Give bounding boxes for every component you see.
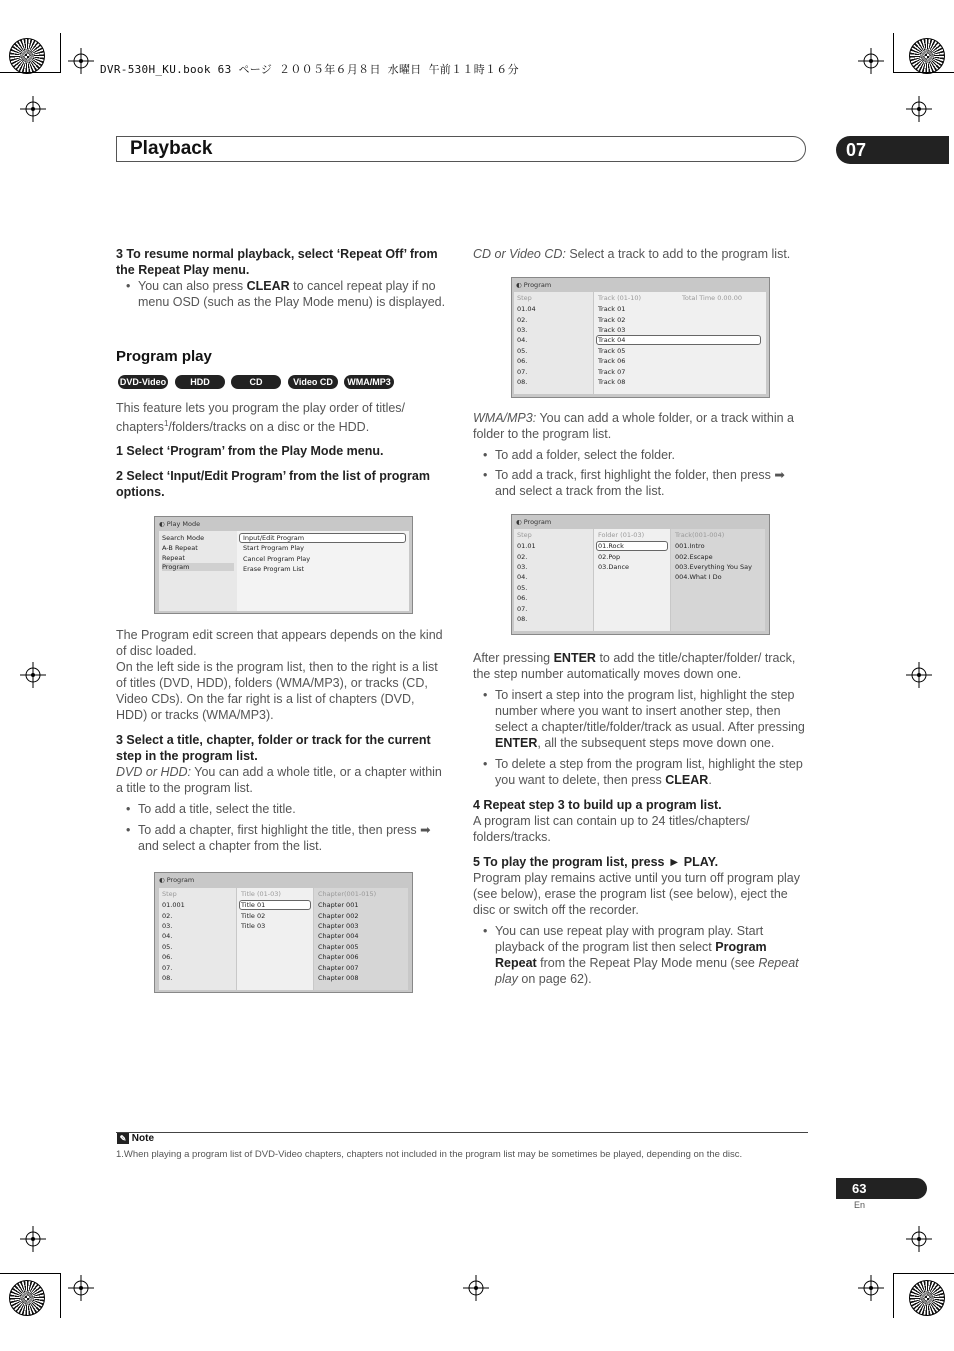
bullet-insert: • To insert a step into the program list, highlight the step number where you want to insert another step, then select a chapter/title/folder/track as usual. After pressing ENTER, all the subsequent steps move down one.: [473, 687, 809, 751]
menu-item[interactable]: Erase Program List: [243, 565, 305, 573]
step-row[interactable]: 02.: [162, 912, 173, 920]
playmode-right-pane: [237, 531, 409, 611]
step-2: 2 Select ‘Input/Edit Program’ from the list of program options.: [116, 469, 430, 500]
badge-video-cd: Video CD: [288, 375, 338, 389]
step-list-pane: [514, 529, 593, 631]
file-header: DVR-530H_KU.book 63 ページ ２００５年６月８日 水曜日 午前１１時１６分: [100, 63, 519, 76]
cd-program-title: ◐ Program: [516, 281, 552, 289]
crop-mark: [894, 72, 954, 73]
step-row[interactable]: 07.: [517, 368, 528, 376]
crop-mark: [60, 1273, 61, 1318]
menu-item[interactable]: Start Program Play: [243, 544, 304, 552]
folder-item-selected[interactable]: 01.Rock: [598, 542, 624, 550]
step-5-text: Program play remains active until you turn off program play (see below), erase the program list (see below), eject the disc or switch off the recorder.: [473, 871, 801, 917]
badge-cd: CD: [231, 375, 281, 389]
step-row[interactable]: 05.: [517, 347, 528, 355]
wma-track-item[interactable]: 004.What I Do: [675, 573, 722, 581]
step-row[interactable]: 01.01: [517, 542, 536, 550]
step-row[interactable]: 06.: [517, 594, 528, 602]
step-row[interactable]: 01.04: [517, 305, 536, 313]
step-row[interactable]: 02.: [517, 316, 528, 324]
menu-item[interactable]: A-B Repeat: [162, 544, 198, 552]
cd-program-screen: [511, 277, 770, 398]
step-row[interactable]: 06.: [162, 953, 173, 961]
crosshair-icon: [20, 96, 46, 122]
note-divider: [116, 1132, 808, 1133]
title-list-pane: [237, 888, 313, 990]
wma-track-item[interactable]: 003.Everything You Say: [675, 563, 752, 571]
step-row[interactable]: 08.: [162, 974, 173, 982]
registration-rosette: [909, 38, 945, 74]
step-header: Step: [517, 531, 532, 539]
crosshair-icon: [20, 1226, 46, 1252]
bullet-clear: • You can also press CLEAR to cancel repeat play if no menu OSD (such as the Play Mode menu) is displayed.: [116, 278, 451, 310]
track-item[interactable]: Track 07: [598, 368, 626, 376]
step-row[interactable]: 07.: [517, 605, 528, 613]
wma-program-title: ◐ Program: [516, 518, 552, 526]
step-row[interactable]: 05.: [162, 943, 173, 951]
edit-screen-p2: On the left side is the program list, then to the right is a list of titles (DVD, HDD), folders (WMA/MP3), or tracks (CD, Video CDs). On the far right is a list of chapters (DVD, HDD) or tracks (WMA/MP3).: [116, 660, 438, 722]
step-row[interactable]: 03.: [162, 922, 173, 930]
folder-list-pane: [594, 529, 670, 631]
wma-section: [473, 410, 809, 499]
bullet-repeat: • You can use repeat play with program play. Start playback of the program list then select Program Repeat from the Repeat Play Mode menu (see Repeat play on page 62).: [473, 923, 809, 987]
footnote: 1.When playing a program list of DVD-Video chapters, chapters not included in the program list may be sometimes be played, depending on the disc.: [116, 1149, 743, 1160]
track-item[interactable]: Track 02: [598, 316, 626, 324]
bullet-title: • To add a title, select the title.: [116, 801, 448, 817]
step-header: Step: [162, 890, 177, 898]
note-heading: ✎ Note: [117, 1133, 154, 1144]
track-item[interactable]: Track 05: [598, 347, 626, 355]
title-item[interactable]: Title 01: [241, 901, 266, 909]
bullet-delete: • To delete a step from the program list, highlight the step you want to delete, then press CLEAR.: [473, 756, 809, 788]
title-item[interactable]: Title 03: [241, 922, 266, 930]
wma-track-list-pane: [671, 529, 765, 631]
registration-rosette: [909, 1280, 945, 1316]
step-row[interactable]: 04.: [162, 932, 173, 940]
after-enter-text: After pressing ENTER to add the title/chapter/folder/ track, the step number automatically moves down one.: [473, 651, 796, 681]
crosshair-icon: [858, 48, 884, 74]
dvd-program-screen: [154, 872, 413, 993]
crop-mark: [0, 72, 60, 73]
crosshair-icon: [68, 48, 94, 74]
crop-mark: [894, 1273, 954, 1274]
step-3: 3 Select a title, chapter, folder or track for the current step in the program list.: [116, 733, 431, 763]
track-item-selected[interactable]: Track 04: [598, 336, 626, 344]
step-row[interactable]: 04.: [517, 336, 528, 344]
total-time: Total Time 0.00.00: [682, 294, 743, 302]
step-row[interactable]: 08.: [517, 378, 528, 386]
menu-item[interactable]: Input/Edit Program: [243, 534, 305, 542]
step-row[interactable]: 07.: [162, 964, 173, 972]
crosshair-icon: [906, 1226, 932, 1252]
chapter-item[interactable]: Chapter 001: [318, 901, 359, 909]
wma-track-header: Track(001-004): [675, 531, 725, 539]
bullet-chapter: • To add a chapter, first highlight the title, then press ➡ and select a chapter from the list.: [116, 822, 448, 854]
wma-program-screen: [511, 514, 770, 635]
chapter-item[interactable]: Chapter 005: [318, 943, 359, 951]
cd-intro: CD or Video CD: Select a track to add to the program list.: [473, 247, 791, 261]
crosshair-icon: [463, 1275, 489, 1301]
track-list-pane: [594, 292, 766, 394]
badge-wma-mp3: WMA/MP3: [344, 375, 394, 389]
language-label: En: [854, 1200, 866, 1210]
crop-mark: [0, 1273, 60, 1274]
step-row[interactable]: 08.: [517, 615, 528, 623]
menu-item[interactable]: Cancel Program Play: [243, 555, 311, 563]
playmode-left-pane: [159, 531, 237, 611]
crosshair-icon: [20, 662, 46, 688]
track-item[interactable]: Track 01: [598, 305, 626, 313]
crop-mark: [893, 33, 894, 73]
chapter-header-bar: [116, 136, 806, 162]
chapter-item[interactable]: Chapter 008: [318, 974, 359, 982]
step-1: 1 Select ‘Program’ from the Play Mode menu.: [116, 444, 384, 459]
wma-track-item[interactable]: 002.Escape: [675, 553, 713, 561]
step-4-text: A program list can contain up to 24 titles/chapters/ folders/tracks.: [473, 814, 750, 844]
section-title: Program play: [116, 348, 212, 365]
step-row[interactable]: 01.001: [162, 901, 185, 909]
crosshair-icon: [906, 662, 932, 688]
chapter-title: Playback: [130, 138, 213, 159]
track-item[interactable]: Track 03: [598, 326, 626, 334]
folder-item[interactable]: 03.Dance: [598, 563, 630, 571]
chapter-item[interactable]: Chapter 003: [318, 922, 359, 930]
chapter-list-pane: [314, 888, 408, 990]
dvd-hdd-text: DVD or HDD: You can add a whole title, or a chapter within a title to the program list.: [116, 765, 442, 795]
wma-track-item[interactable]: 001.Intro: [675, 542, 705, 550]
track-header: Track (01-10): [598, 294, 642, 302]
step-5: 5 To play the program list, press ► PLAY.: [473, 855, 719, 869]
crop-mark: [60, 33, 61, 73]
folder-item[interactable]: 02.Pop: [598, 553, 621, 561]
crop-mark: [893, 1273, 894, 1318]
chapter-number: 07: [836, 136, 949, 164]
chapter-item[interactable]: Chapter 004: [318, 932, 359, 940]
intro-text: This feature lets you program the play order of titles/ chapters$^1$/folders/tracks on a disc or the HDD.: [116, 401, 406, 435]
bullet-folder: • To add a folder, select the folder.: [473, 447, 809, 463]
chapter-item[interactable]: Chapter 002: [318, 912, 359, 920]
dvd-program-title: ◐ Program: [159, 876, 195, 884]
chapter-item[interactable]: Chapter 007: [318, 964, 359, 972]
registration-rosette: [9, 1280, 45, 1316]
step-row[interactable]: 06.: [517, 357, 528, 365]
crosshair-icon: [858, 1275, 884, 1301]
step-resume: 3 To resume normal playback, select ‘Repeat Off’ from the Repeat Play menu.: [116, 247, 438, 277]
pencil-icon: ✎: [117, 1133, 129, 1144]
track-item[interactable]: Track 06: [598, 357, 626, 365]
step-row[interactable]: 02.: [517, 553, 528, 561]
playmode-screen: [154, 516, 413, 614]
chapter-item[interactable]: Chapter 006: [318, 953, 359, 961]
step-4: 4 Repeat step 3 to build up a program list.: [473, 798, 722, 812]
chapter-header: Chapter(001-015): [318, 890, 377, 898]
title-item[interactable]: Title 02: [241, 912, 266, 920]
step-list-pane: [159, 888, 236, 990]
badge-dvd-video: DVD-Video: [119, 377, 167, 387]
right-column-bottom: [473, 650, 809, 987]
page-number: 63: [836, 1178, 927, 1199]
wma-intro: WMA/MP3: You can add a whole folder, or a track within a folder to the program list.: [473, 411, 795, 441]
registration-rosette: [9, 38, 45, 74]
step-row[interactable]: 03.: [517, 326, 528, 334]
left-column-top: [116, 246, 451, 310]
bullet-track: • To add a track, first highlight the folder, then press ➡ and select a track from the list.: [473, 467, 809, 499]
edit-screen-p1: The Program edit screen that appears depends on the kind of disc loaded.: [116, 628, 443, 658]
playmode-title: ◐ Play Mode: [159, 520, 201, 528]
step-row[interactable]: 04.: [517, 573, 528, 581]
track-item[interactable]: Track 08: [598, 378, 626, 386]
crosshair-icon: [68, 1275, 94, 1301]
left-column-mid: [116, 627, 448, 854]
title-header: Title (01-03): [241, 890, 281, 898]
left-column-intro: [116, 400, 446, 500]
menu-item-selected[interactable]: Program: [162, 563, 234, 571]
folder-header: Folder (01-03): [598, 531, 645, 539]
menu-item[interactable]: Repeat: [162, 554, 185, 562]
menu-item[interactable]: Search Mode: [162, 534, 205, 542]
step-list-pane: [514, 292, 593, 394]
step-row[interactable]: 03.: [517, 563, 528, 571]
step-row[interactable]: 05.: [517, 584, 528, 592]
crosshair-icon: [906, 96, 932, 122]
step-header: Step: [517, 294, 532, 302]
badge-hdd: HDD: [175, 375, 225, 389]
